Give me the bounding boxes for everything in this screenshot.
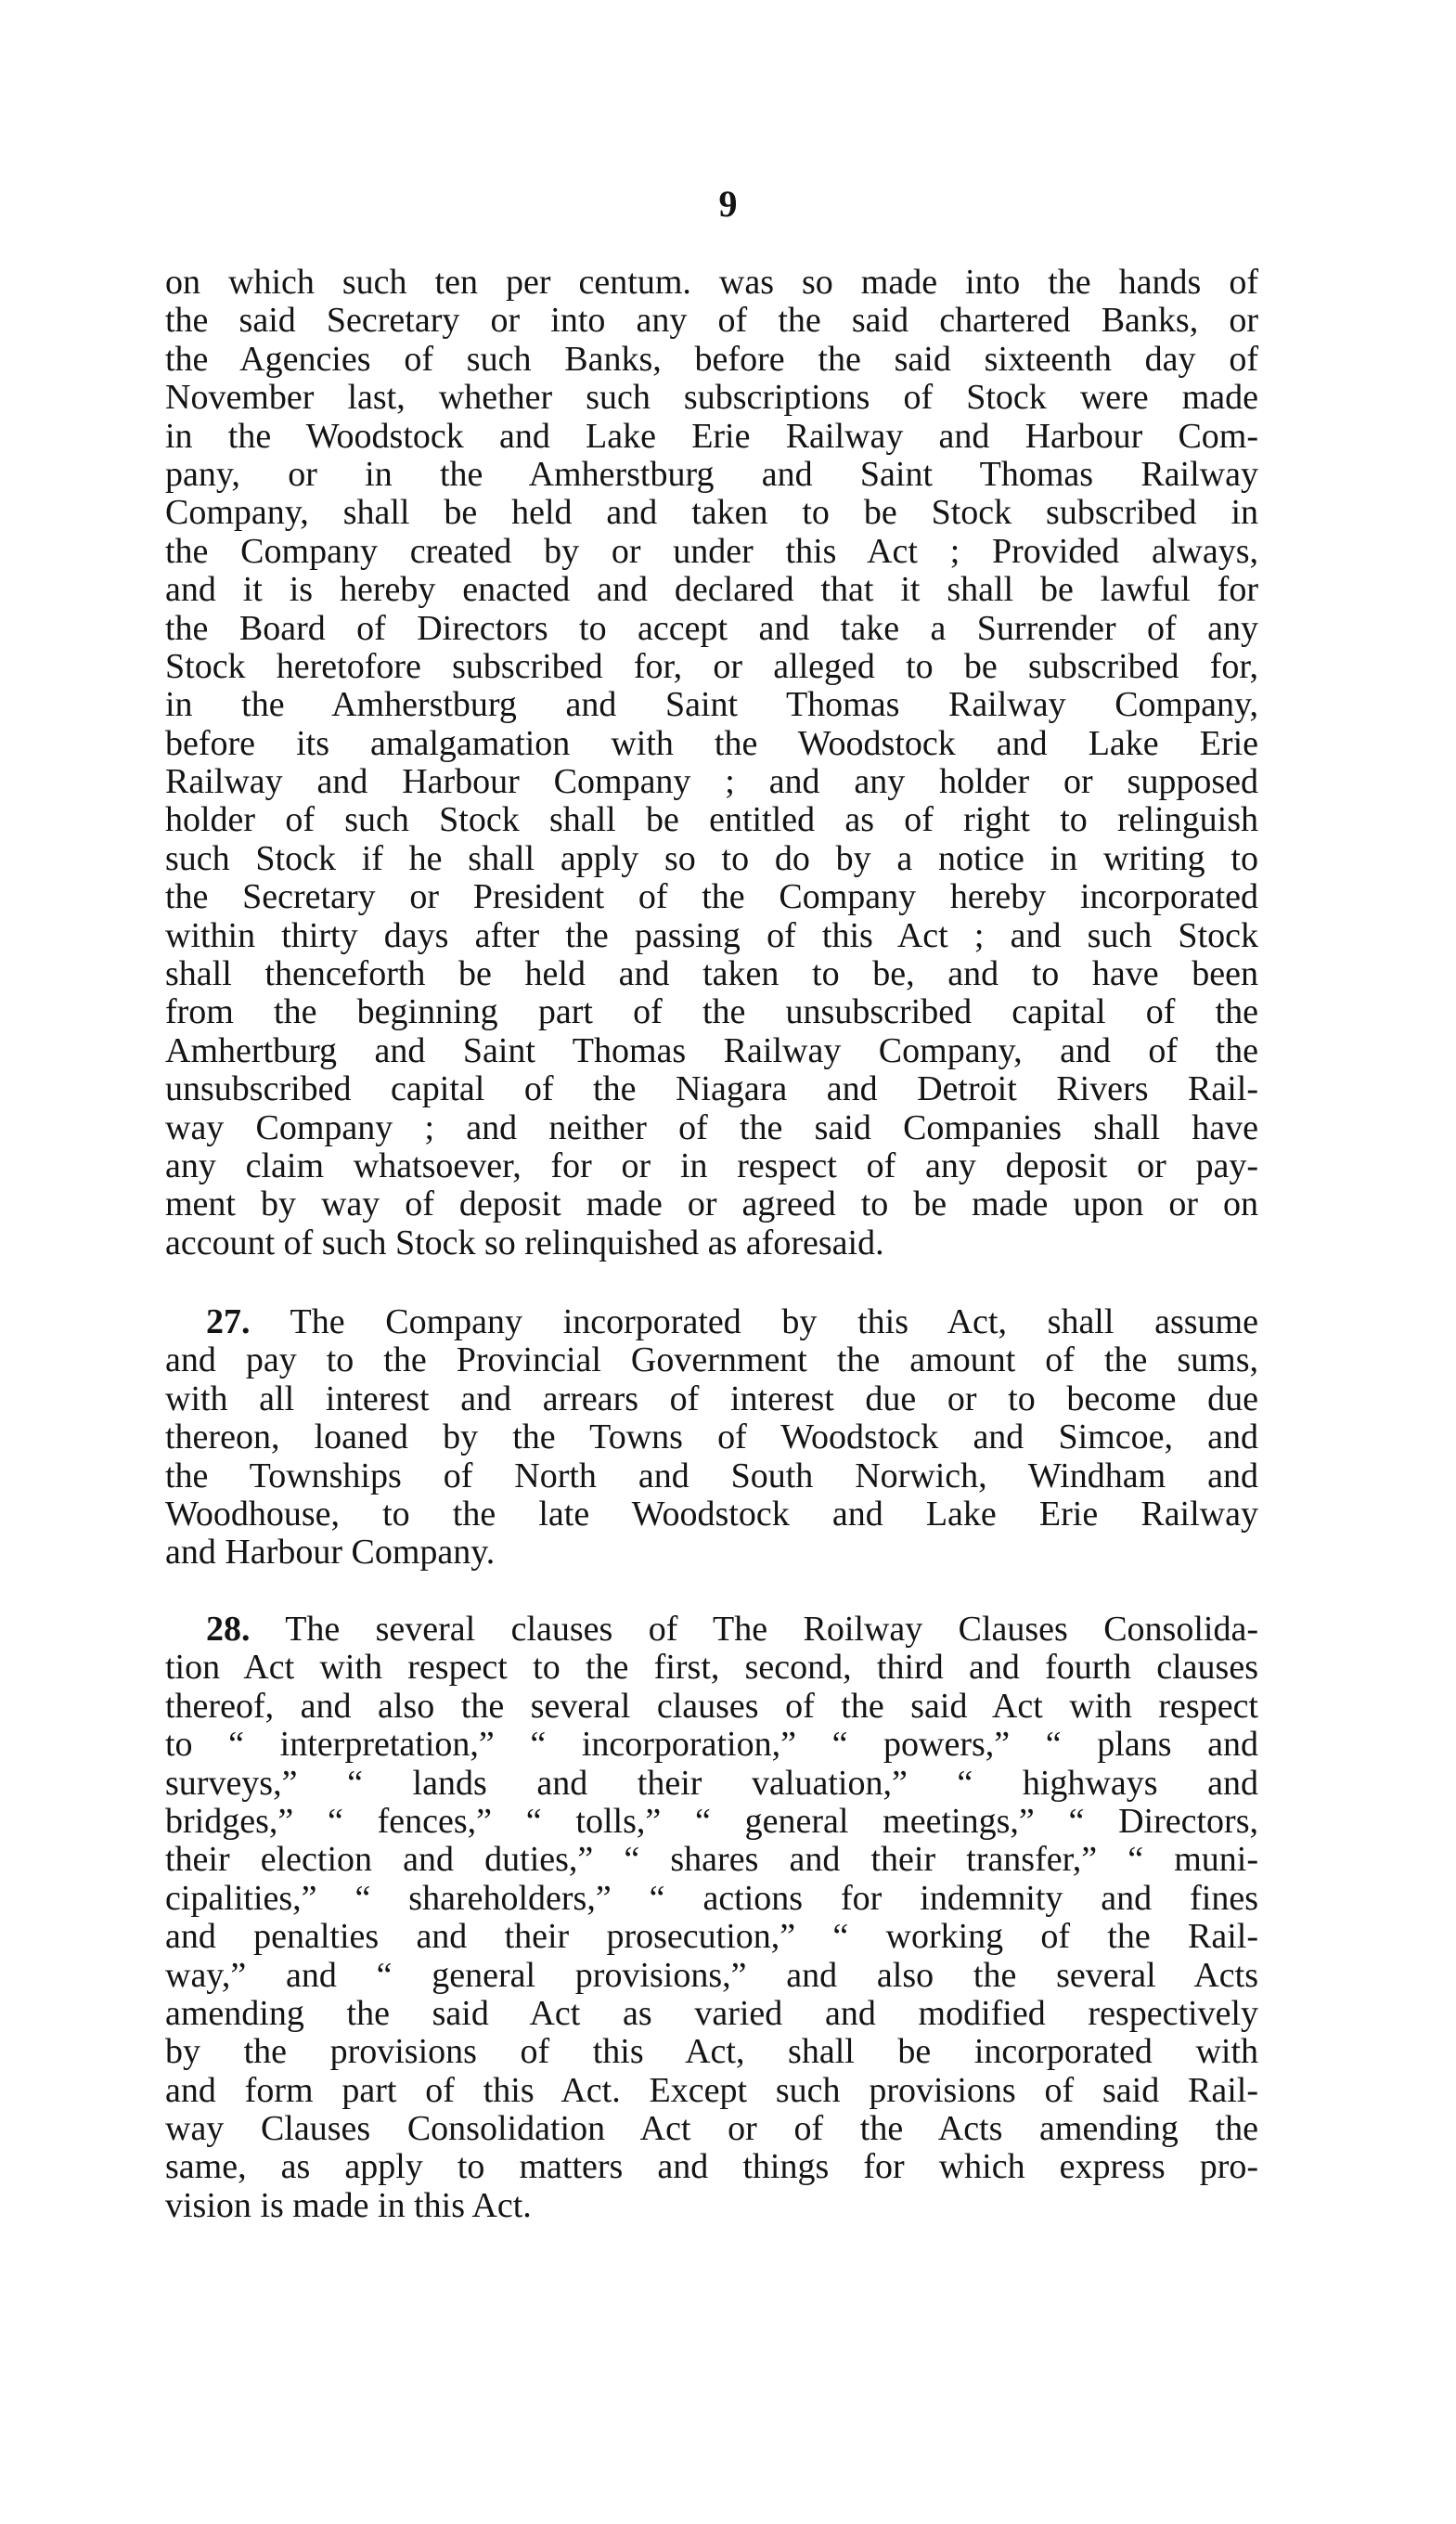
- text-line: the Townships of North and South Norwich, Windham and: [165, 1456, 1258, 1495]
- text-line: way,” and “ general provisions,” and also the several Acts: [165, 1955, 1258, 1995]
- text-line: same, as apply to matters and things for which express pro-: [165, 2147, 1258, 2187]
- text-line: shall thenceforth be held and taken to be, and to have been: [165, 954, 1258, 994]
- text-line: and penalties and their prosecution,” “ working of the Rail-: [165, 1917, 1258, 1957]
- text-line: unsubscribed capital of the Niagara and Detroit Rivers Rail-: [165, 1069, 1258, 1109]
- text-line: account of such Stock so relinquished as aforesaid.: [165, 1223, 884, 1262]
- text-line: November last, whether such subscriptions of Stock were made: [165, 378, 1258, 418]
- page-number: 9: [718, 183, 738, 225]
- text-line: thereon, loaned by the Towns of Woodstock and Simcoe, and: [165, 1417, 1258, 1457]
- text-line: ment by way of deposit made or agreed to be made upon or on: [165, 1184, 1258, 1224]
- text-line: vision is made in this Act.: [165, 2185, 532, 2225]
- section-27-first-line: [165, 1303, 1258, 1341]
- text-line: with all interest and arrears of interest due or to become due: [165, 1378, 1258, 1418]
- text-line: bridges,” “ fences,” “ tolls,” “ general meetings,” “ Directors,: [165, 1801, 1258, 1841]
- text-line: and it is hereby enacted and declared that it shall be lawful for: [165, 570, 1258, 610]
- text-line: Amhertburg and Saint Thomas Railway Company, and of the: [165, 1030, 1258, 1070]
- text-line: and form part of this Act. Except such provisions of said Rail-: [165, 2070, 1258, 2110]
- text-line: such Stock if he shall apply so to do by a notice in writing to: [165, 838, 1258, 878]
- text-line: from the beginning part of the unsubscribed capital of the: [165, 992, 1258, 1032]
- section-26-continuation: [165, 264, 1258, 1262]
- text-line: the Secretary or President of the Company hereby incorporated: [165, 877, 1258, 917]
- text-line: Woodhouse, to the late Woodstock and Lake Erie Railway: [165, 1494, 1258, 1534]
- text-line: on which such ten per centum. was so made into the hands of: [165, 263, 1258, 302]
- text-line: before its amalgamation with the Woodstock and Lake Erie: [165, 723, 1258, 763]
- text-line: the Agencies of such Banks, before the said sixteenth day of: [165, 339, 1258, 379]
- section-28-first-line: [165, 1611, 1258, 1649]
- text-line: cipalities,” “ shareholders,” “ actions for indemnity and fines: [165, 1878, 1258, 1918]
- text-line: tion Act with respect to the first, second, third and fourth clauses: [165, 1648, 1258, 1688]
- text-line: the Board of Directors to accept and take a Surrender of any: [165, 608, 1258, 648]
- text-line: in the Woodstock and Lake Erie Railway and Harbour Com-: [165, 416, 1258, 456]
- text-line: holder of such Stock shall be entitled as of right to relinguish: [165, 800, 1258, 840]
- text-line: to “ interpretation,” “ incorporation,” “ powers,” “ plans and: [165, 1725, 1258, 1765]
- text-line: by the provisions of this Act, shall be incorporated with: [165, 2032, 1258, 2072]
- text-line: and pay to the Provincial Government the amount of the sums,: [165, 1340, 1258, 1380]
- section-27-opening-text: The Company incorporated by this Act, shall assume: [290, 1302, 1258, 1341]
- section-27-number: 27.: [206, 1302, 251, 1341]
- text-line: way Company ; and neither of the said Companies shall have: [165, 1107, 1258, 1147]
- text-line: Railway and Harbour Company ; and any holder or supposed: [165, 762, 1258, 802]
- text-line: and Harbour Company.: [165, 1533, 496, 1573]
- section-28-number: 28.: [206, 1610, 251, 1649]
- section-28-opening-text: The several clauses of The Roilway Clauses Consolida-: [285, 1610, 1258, 1649]
- text-line: the Company created by or under this Act ; Provided always,: [165, 531, 1258, 571]
- text-line: way Clauses Consolidation Act or of the Acts amending the: [165, 2109, 1258, 2149]
- text-line: Stock heretofore subscribed for, or alleged to be subscribed for,: [165, 646, 1258, 686]
- text-line: their election and duties,” “ shares and their transfer,” “ muni-: [165, 1840, 1258, 1880]
- text-line: thereof, and also the several clauses of the said Act with respect: [165, 1686, 1258, 1726]
- text-line: Company, shall be held and taken to be Stock subscribed in: [165, 493, 1258, 533]
- section-27: [165, 1303, 1258, 1573]
- text-line: any claim whatsoever, for or in respect of any deposit or pay-: [165, 1146, 1258, 1185]
- text-line: pany, or in the Amherstburg and Saint Thomas Railway: [165, 454, 1258, 494]
- text-line: surveys,” “ lands and their valuation,” “ highways and: [165, 1763, 1258, 1803]
- section-28: [165, 1611, 1258, 2225]
- text-line: the said Secretary or into any of the said chartered Banks, or: [165, 301, 1258, 341]
- text-line: in the Amherstburg and Saint Thomas Railway Company,: [165, 685, 1258, 725]
- text-line: amending the said Act as varied and modified respectively: [165, 1993, 1258, 2033]
- text-line: within thirty days after the passing of this Act ; and such Stock: [165, 915, 1258, 955]
